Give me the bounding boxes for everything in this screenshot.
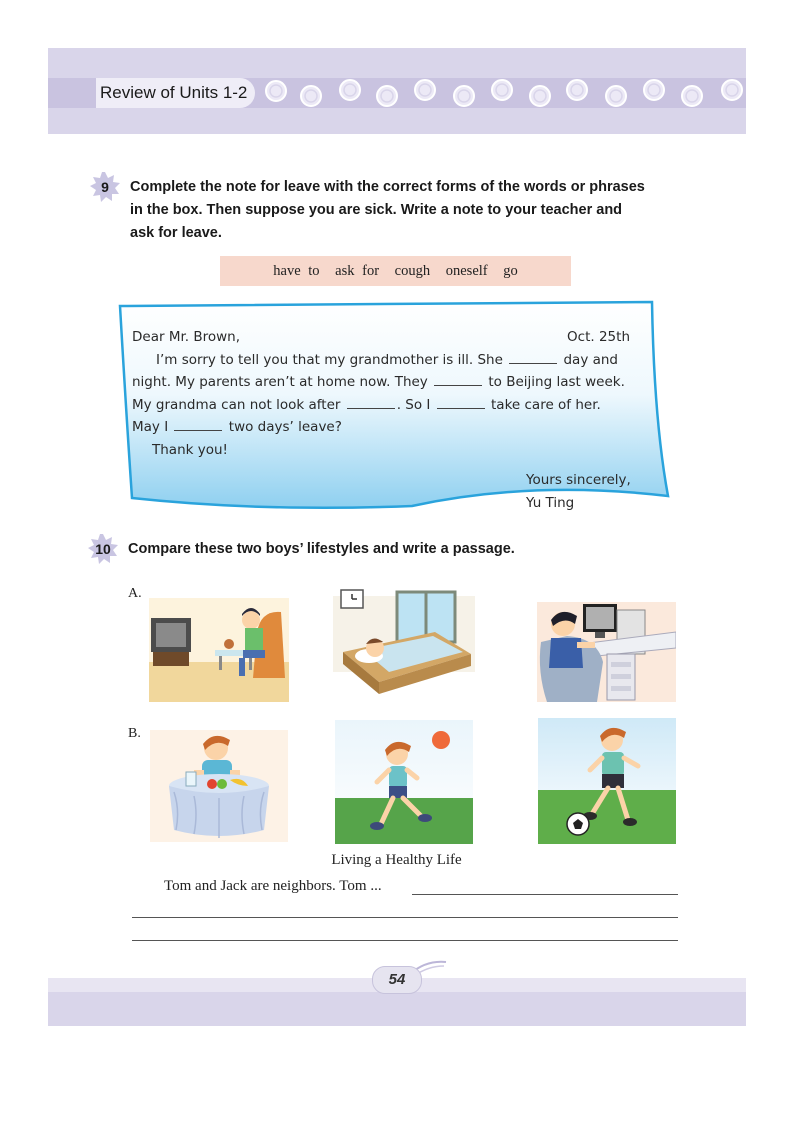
instruction-line: Complete the note for leave with the correct forms of the words or phrases [130,179,645,195]
exercise-number: 10 [95,541,111,557]
note-signature: Yu Ting [526,494,575,511]
instruction-line: ask for leave. [130,225,222,241]
word-option: have to [273,263,320,279]
answer-blank[interactable] [347,396,395,409]
note-text: day and [563,351,619,368]
picture-healthy-eating [150,730,288,842]
answer-blank[interactable] [434,373,482,386]
picture-running [335,720,473,844]
word-option: oneself [445,263,488,279]
picture-watching-tv [149,598,289,702]
note-line [132,416,632,439]
row-a-label: A. [128,586,142,601]
writing-line[interactable] [132,917,678,918]
passage-title: Living a Healthy Life [331,852,462,868]
note-line [132,394,632,417]
note-text: to Beijing last week. [488,374,625,390]
note-header-line [132,326,632,349]
word-option: go [503,263,518,279]
note-text: take care of her. [491,396,601,413]
decorative-bubbles [262,78,746,108]
exercise-9-instruction [130,176,690,245]
note-text: night. My parents aren’t at home now. They [132,374,428,390]
note-text: May I [132,419,169,435]
page-title: Review of Units 1-2 [96,78,255,108]
answer-blank[interactable] [509,351,557,364]
word-option: cough [394,263,431,279]
exercise-number: 9 [101,179,109,195]
page-number: 54 [372,966,422,994]
picture-playing-football [538,718,676,844]
note-date: Oct. 25th [567,329,630,345]
note-text: My grandma can not look after [132,396,341,413]
note-closing: Yours sincerely, [526,472,631,488]
word-box [220,256,571,286]
exercise-10-instruction: Compare these two boys’ lifestyles and write a passage. [128,541,515,557]
exercise-10-badge [88,534,118,564]
note-line [132,349,632,372]
picture-sleeping [333,586,475,702]
note-line [132,371,632,394]
note-thanks: Thank you! [152,441,228,458]
note-text: I’m sorry to tell you that my grandmother is ill. She [156,351,503,368]
note-greeting: Dear Mr. Brown, [132,329,241,345]
writing-line[interactable] [132,940,678,941]
answer-blank[interactable] [437,396,485,409]
passage-start: Tom and Jack are neighbors. Tom ... [164,878,382,894]
note-text: . So I [396,396,431,413]
writing-line[interactable] [412,894,678,895]
answer-blank[interactable] [174,418,222,431]
word-option: ask for [335,263,380,279]
exercise-9-badge [90,172,120,202]
leave-note [132,326,632,514]
picture-computer [537,602,676,702]
note-text: two days’ leave? [228,419,342,435]
instruction-line: in the box. Then suppose you are sick. Write a note to your teacher and [130,202,623,218]
row-b-label: B. [128,726,141,741]
